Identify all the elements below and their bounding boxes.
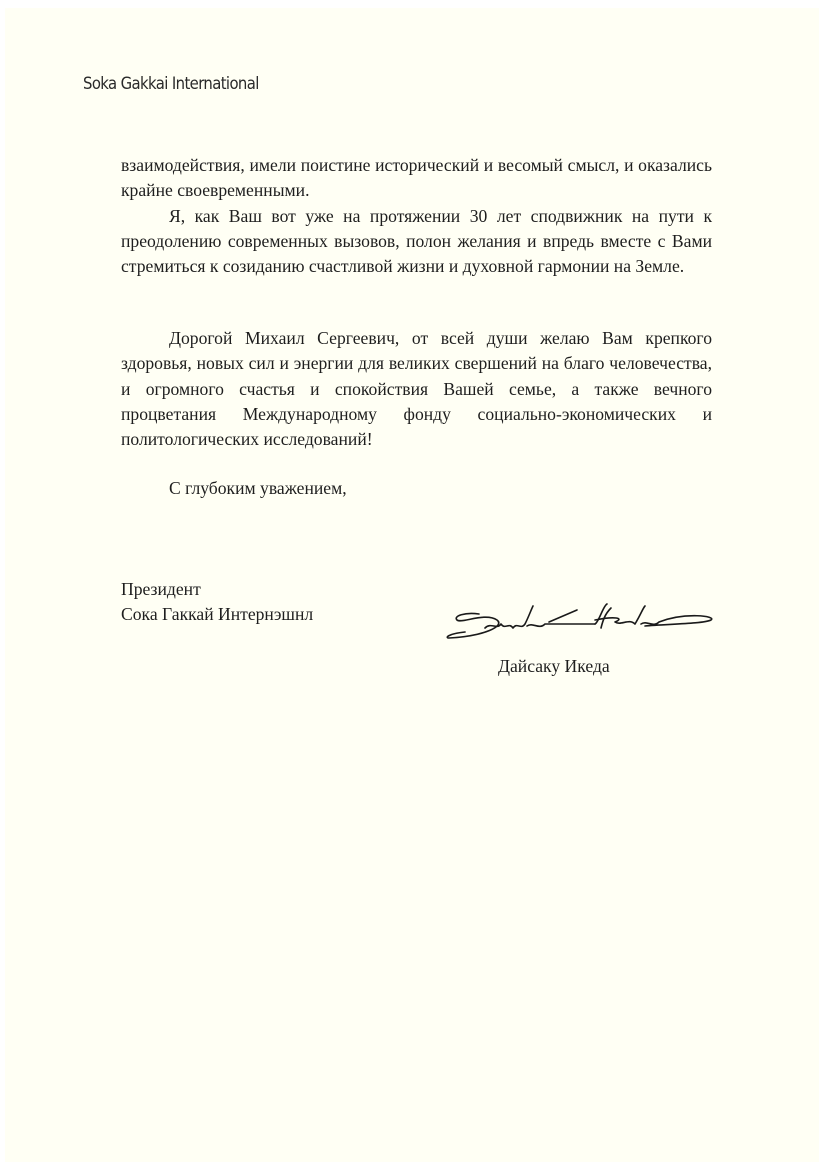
letter-body-wishes — [121, 326, 712, 452]
letterhead-logo: Soka Gakkai International — [83, 74, 259, 93]
closing-salutation: С глубоким уважением, — [169, 478, 347, 498]
letter-body-top — [121, 153, 712, 279]
paragraph-companion: Я, как Ваш вот уже на протяжении 30 лет сподвижник на пути к преодолению современных вызовов, полон желания и впредь вместе с Вами стремиться к созиданию счастливой жизни и духовной гармонии на Земле. — [121, 205, 712, 277]
paragraph-wishes: Дорогой Михаил Сергеевич, от всей души желаю Вам крепкого здоровья, новых сил и энергии для великих свершений на благо человечества, и огромного счастья и спокойствия Вашей семье, а также вечного процветания Международному фонду социально-экономических и политологических исследований! — [121, 328, 712, 450]
handwritten-signature — [445, 602, 717, 642]
signer-title-block — [121, 577, 313, 628]
paragraph-continuation: взаимодействия, имели поистине исторический и весомый смысл, и оказались крайне своевременными. — [121, 155, 712, 201]
signer-name: Дайсаку Икеда — [498, 656, 610, 676]
signer-title: Президент — [121, 579, 201, 599]
signer-organization: Сока Гаккай Интернэшнл — [121, 604, 314, 625]
letter-page — [5, 8, 819, 1162]
